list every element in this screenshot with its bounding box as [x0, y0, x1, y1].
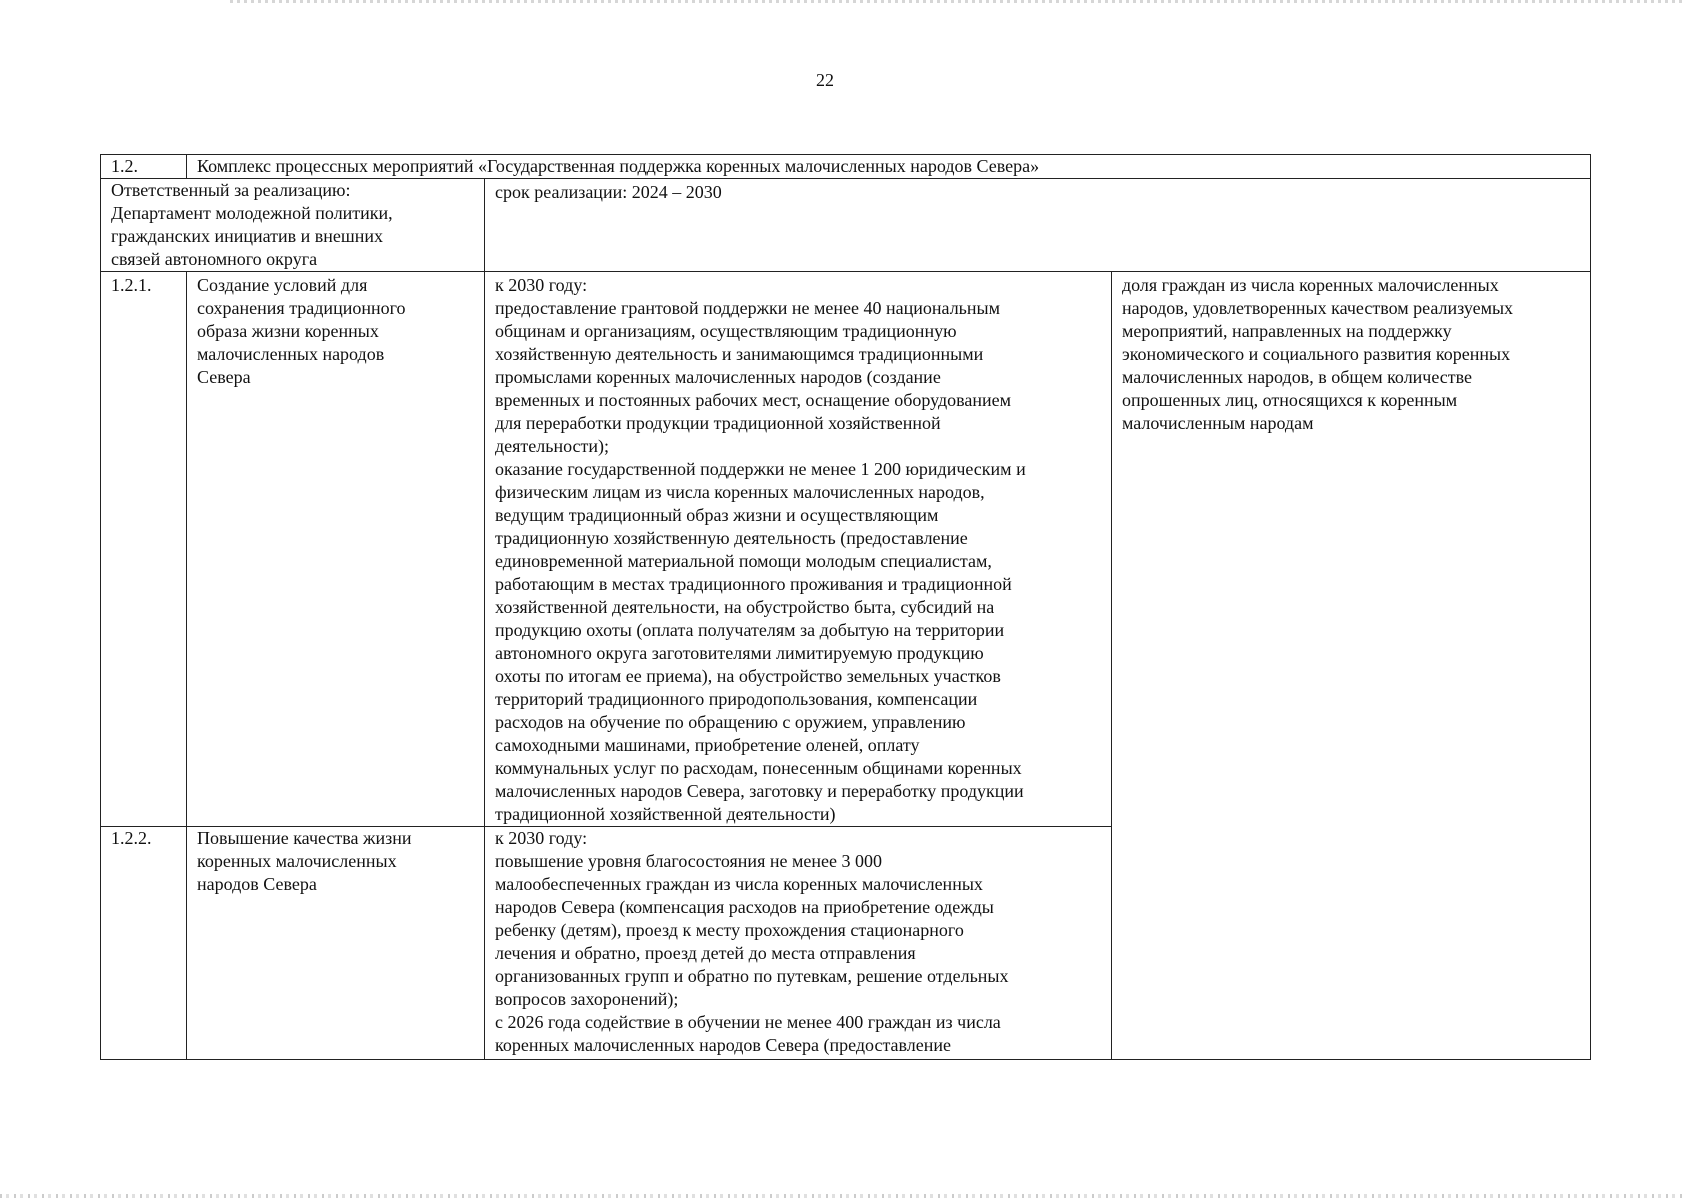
task-cell: Повышение качества жизни коренных малочисленных народов Севера [187, 827, 485, 1060]
result-text: к 2030 году: повышение уровня благосостояния не менее 3 000 малообеспеченных граждан из числа коренных малочисленных народов Севера (компенсация расходов на приобретение одежды ребенку (детям), проезд к месту прохождения стационарного лечения и обратно, проезд детей до места отправления организованных групп и обратно по путевкам, решение отдельных вопросов захоронений); с 2026 года содействие в обучении не менее 400 граждан из числа коренных малочисленных народов Севера (предоставление [495, 828, 1009, 1055]
scan-edge-top [230, 0, 1686, 3]
responsible-row [101, 179, 1591, 272]
responsible-cell: Ответственный за реализацию: Департамент молодежной политики, гражданских инициатив и внешних связей автономного округа [101, 179, 485, 272]
task-cell: Создание условий для сохранения традиционного образа жизни коренных малочисленных народов Севера [187, 272, 485, 827]
term-cell: срок реализации: 2024 – 2030 [485, 179, 1591, 272]
page-number: 22 [816, 70, 834, 90]
section-title: Комплекс процессных мероприятий «Государственная поддержка коренных малочисленных народов Севера» [187, 155, 1591, 179]
indicator-cell: доля граждан из числа коренных малочисленных народов, удовлетворенных качеством реализуемых мероприятий, направленных на поддержку экономического и социального развития коренных малочисленных народов, в общем количестве опрошенных лиц, относящихся к коренным малочисленным народам [1112, 272, 1591, 1060]
result-cell [485, 827, 1112, 1060]
scan-edge-bottom [0, 1194, 1686, 1198]
row-number: 1.2.1. [101, 272, 187, 827]
result-cell: к 2030 году: предоставление грантовой поддержки не менее 40 национальным общинам и организациям, осуществляющим традиционную хозяйственную деятельность и занимающимся традиционными промыслами коренных малочисленных народов (создание временных и постоянных рабочих мест, оснащение оборудованием для переработки продукции традиционной хозяйственной деятельности); оказание государственной поддержки не менее 1 200 юридическим и физическим лицам из числа коренных малочисленных народов, ведущим традиционный образ жизни и осуществляющим традиционную хозяйственную деятельность (предоставление единовременной материальной помощи молодым специалистам, работающим в местах традиционного проживания и традиционной хозяйственной деятельности, на обустройство быта, субсидий на продукцию охоты (оплата получателям за добытую на территории автономного округа заготовителями лимитируемую продукцию охоты по итогам ее приема), на обустройство земельных участков территорий традиционного природопользования, компенсации расходов на обучение по обращению с оружием, управлению самоходными машинами, приобретение оленей, оплату коммунальных услуг по расходам, понесенным общинами коренных малочисленных народов Севера, заготовку и переработку продукции традиционной хозяйственной деятельности) [485, 272, 1112, 827]
section-number: 1.2. [101, 155, 187, 179]
row-number: 1.2.2. [101, 827, 187, 1060]
program-table [100, 154, 1591, 1060]
table-row [101, 272, 1591, 827]
section-header-row [101, 155, 1591, 179]
